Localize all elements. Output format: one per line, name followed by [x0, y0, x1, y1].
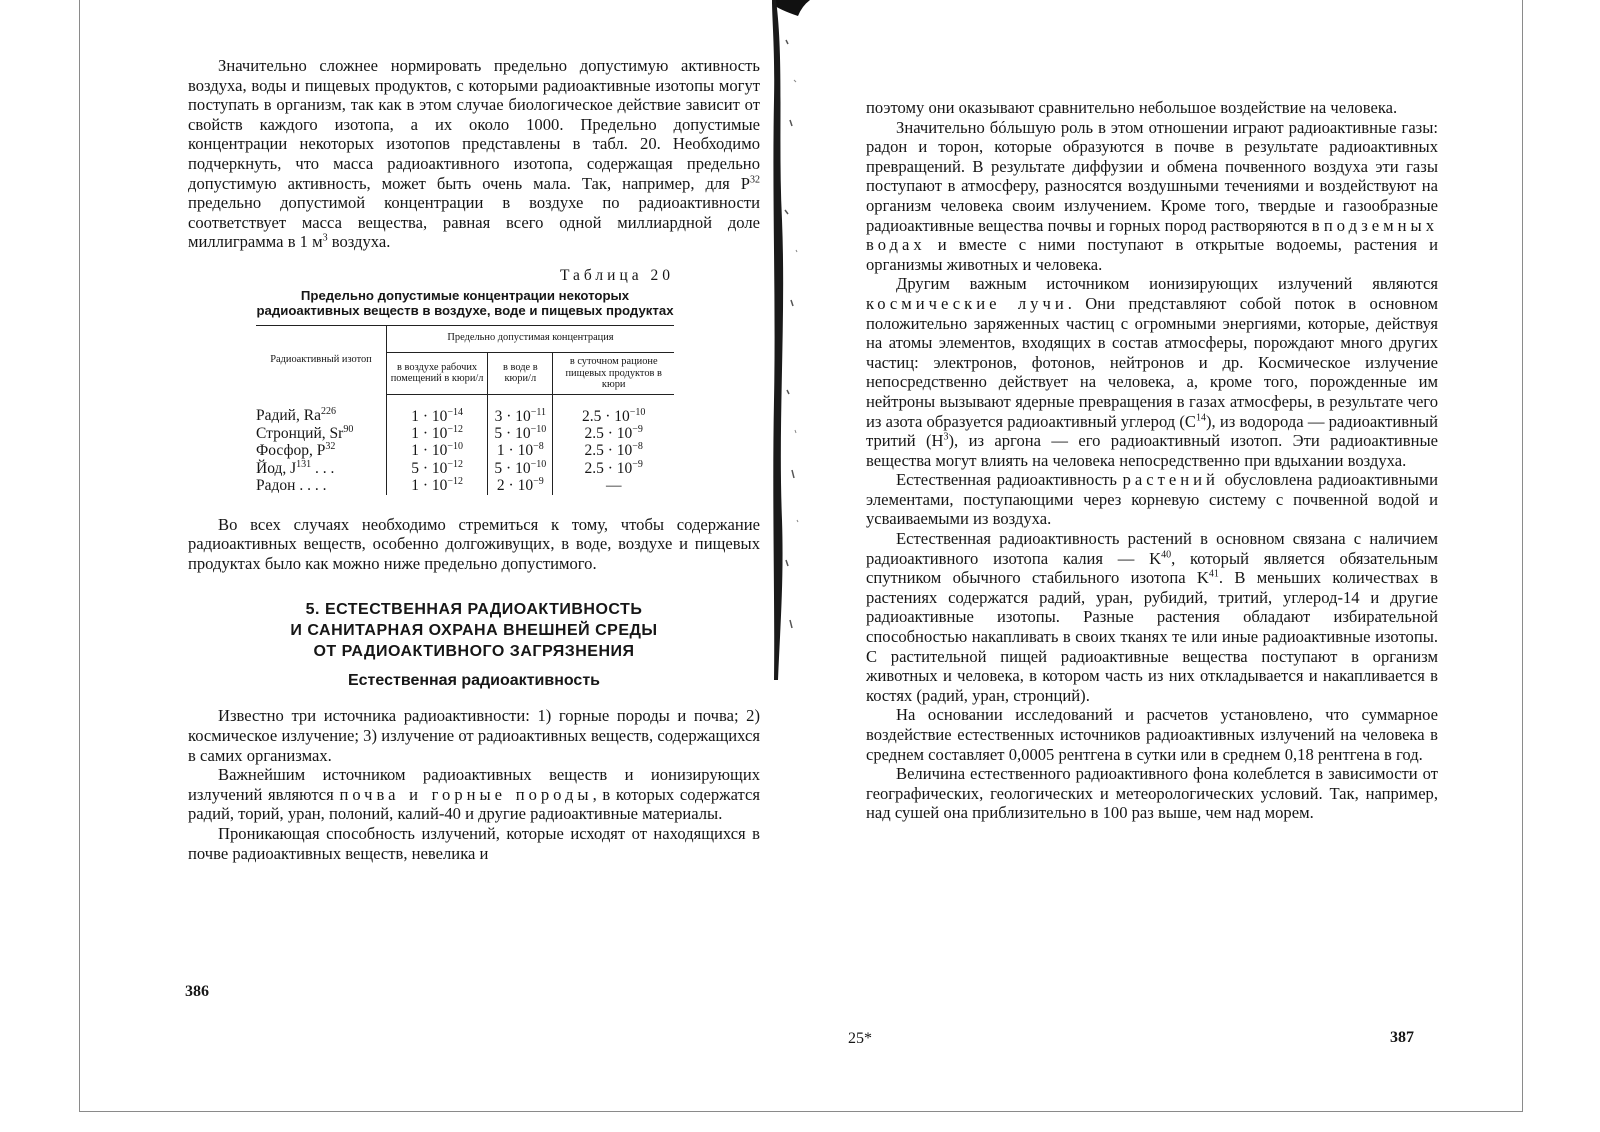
isotope-name: Йод, $J^{131}$ . . .	[256, 458, 335, 477]
column-header-isotope: Радиоактивный изотоп	[256, 325, 387, 394]
column-header-food: в суточном рационе пищевых продуктов в кюри	[553, 353, 674, 395]
table-20	[256, 266, 674, 495]
subsection-heading: Естественная радиоактивность	[347, 672, 600, 690]
left-paragraph-3: Известно три источника радиоактивности: 1) горные породы и почва; 2) космическое излучение; 3) излучение от радиоактивных веществ, содержащихся в самих организмах.	[188, 706, 760, 765]
section-heading-line-3: ОТ РАДИОАКТИВНОГО ЗАГРЯЗНЕНИЯ	[313, 643, 635, 661]
water-value: $5 \cdot 10^{-10}$	[488, 460, 553, 477]
table-row	[256, 442, 674, 459]
food-value: —	[553, 477, 674, 494]
right-page-edge	[1522, 0, 1523, 1112]
water-value: $1 \cdot 10^{-8}$	[488, 442, 553, 459]
table-row	[256, 394, 674, 425]
column-header-water: в воде в кюри/л	[488, 353, 553, 395]
right-paragraph-6: На основании исследований и расчетов установлено, что суммарное воздействие естественных источников радиоактивных излучений на человека в среднем составляет 0,0005 рентгена в сутки или в среднем 0,18 рентгена в год.	[866, 705, 1438, 764]
page-number-left: 386	[185, 983, 209, 1000]
food-value: $2.5 \cdot 10^{-10}$	[553, 394, 674, 425]
isotope-name: Стронций, Sr$^{90}$	[256, 423, 354, 442]
left-page-edge	[79, 0, 80, 1112]
signature-mark: 25*	[848, 1030, 872, 1047]
section-heading-line-2: И САНИТАРНАЯ ОХРАНА ВНЕШНЕЙ СРЕДЫ	[290, 622, 658, 640]
air-value: $1 \cdot 10^{-14}$	[387, 394, 488, 425]
column-header-air: в воздухе рабочих помещений в кюри/л	[387, 353, 488, 395]
isotope-name: Фосфор, $P^{32}$	[256, 441, 336, 460]
left-paragraph-4: Важнейшим источником радиоактивных веществ и ионизирующих излучений являются почва и горные породы, в которых содержатся радий, торий, уран, полоний, калий-40 и другие радиоактивные материалы.	[188, 765, 760, 824]
right-paragraph-2: Значительно бóльшую роль в этом отношении играют радиоактивные газы: радон и торон, которые образуются в почве в результате радиоактивных превращений. В результате диффузии и обмена почвенного воздуха эти газы поступают в атмосферу, разносятся воздушными течениями и воздействуют на организм человека своим излучением. Кроме того, твердые и газообразные радиоактивные вещества почвы и горных пород растворяются в подземных водах и вместе с ними поступают в открытые водоемы, растения и организмы животных и человека.	[866, 117, 1438, 274]
left-paragraph-1: Значительно сложнее нормировать предельно допустимую активность воздуха, воды и пищевых продуктов, с которыми радиоактивные изотопы могут поступать в организм, так как в этом случае биологическое действие зависит от свойств каждого изотопа, а их около 1000. Предельно допустимые концентрации некоторых изотопов представлены в табл. 20. Необходимо подчеркнуть, что масса радиоактивного изотопа, содержащая предельно допустимую активность, может быть очень мала. Так, например, для $P^{32}$ предельно допустимой концентрации в воздухе по радиоактивности соответствует масса вещества, равная всего одной миллиардной доле миллиграмма в 1 $м^3$ воздуха.	[188, 56, 760, 252]
table-row	[256, 477, 674, 494]
isotope-name: Радий, Ra$^{226}$	[256, 406, 336, 425]
air-value: $1 \cdot 10^{-12}$	[387, 425, 488, 442]
table-caption: Предельно допустимые концентрации некоторых радиоактивных веществ в воздухе, воде и пищевых продуктах	[256, 287, 674, 319]
food-value: $2.5 \cdot 10^{-9}$	[553, 460, 674, 477]
column-header-group: Предельно допустимая концентрация	[387, 325, 675, 353]
concentration-table	[256, 325, 674, 495]
section-heading-line-1: 5. ЕСТЕСТВЕННАЯ РАДИОАКТИВНОСТЬ	[305, 601, 643, 619]
right-paragraph-3: Другим важным источником ионизирующих излучений являются космические лучи. Они представляют собой поток в основном положительно заряженных частиц с огромными энергиями, которые, действуя на атомы элементов, входящих в состав атмосферы, порождают много других частиц: электронов, фотонов, нейтронов и др. Космическое излучение непосредственно действует на человека, а, кроме того, порожденные им нейтроны вызывают ядерные превращения в газах атмосферы, в результате чего из азота образуется радиоактивный углерод $(C^{14})$, из водорода — радиоактивный тритий $(H^3)$, из аргона — его радиоактивный изотоп. Эти радиоактивные вещества могут влиять на человека непосредственно при вдыхании воздуха.	[866, 274, 1438, 470]
table-row	[256, 425, 674, 442]
right-page	[866, 98, 1438, 823]
air-value: $1 \cdot 10^{-12}$	[387, 477, 488, 494]
left-paragraph-2: Во всех случаях необходимо стремиться к тому, чтобы содержание радиоактивных веществ, особенно долгоживущих, в воде, воздухе и пищевых продуктах было как можно ниже предельно допустимого.	[188, 514, 760, 573]
table-row	[256, 460, 674, 477]
food-value: $2.5 \cdot 10^{-8}$	[553, 442, 674, 459]
table-number: Таблица 20	[559, 266, 674, 284]
air-value: $1 \cdot 10^{-10}$	[387, 442, 488, 459]
water-value: $5 \cdot 10^{-10}$	[488, 425, 553, 442]
binding-gutter-shadow	[772, 0, 820, 680]
left-paragraph-5: Проникающая способность излучений, которые исходят от находящихся в почве радиоактивных веществ, невелика и	[188, 823, 760, 863]
section-heading	[188, 599, 760, 662]
left-page	[188, 56, 760, 863]
bottom-page-edge	[79, 1111, 1523, 1112]
water-value: $3 \cdot 10^{-11}$	[488, 394, 553, 425]
food-value: $2.5 \cdot 10^{-9}$	[553, 425, 674, 442]
isotope-name: Радон . . . .	[256, 477, 327, 495]
right-paragraph-5: Естественная радиоактивность растений в основном связана с наличием радиоактивного изотопа калия — $K^{40}$, который является обязательным спутником обычного стабильного изотопа $K^{41}$. В меньших количествах в растениях содержатся радий, уран, рубидий, тритий, углерод-14 и другие радиоактивные изотопы. Разные растения обладают избирательной способностью накапливать в своих тканях те или иные радиоактивные изотопы. С растительной пищей радиоактивные вещества поступают в организм животных и человека, в котором часть из них откладывается и накапливается в костях (радий, уран, стронций).	[866, 529, 1438, 705]
right-paragraph-4: Естественная радиоактивность растений обусловлена радиоактивными элементами, поступающими через корневую систему с почвенной водой и усваиваемыми из воздуха.	[866, 470, 1438, 529]
water-value: $2 \cdot 10^{-9}$	[488, 477, 553, 494]
right-paragraph-1: поэтому они оказывают сравнительно небольшое воздействие на человека.	[866, 98, 1398, 117]
right-paragraph-7: Величина естественного радиоактивного фона колеблется в зависимости от географических, геологических и метеорологических условий. Так, например, над сушей она приблизительно в 100 раз выше, чем над морем.	[866, 764, 1438, 823]
page-number-right: 387	[1390, 1029, 1414, 1046]
air-value: $5 \cdot 10^{-12}$	[387, 460, 488, 477]
